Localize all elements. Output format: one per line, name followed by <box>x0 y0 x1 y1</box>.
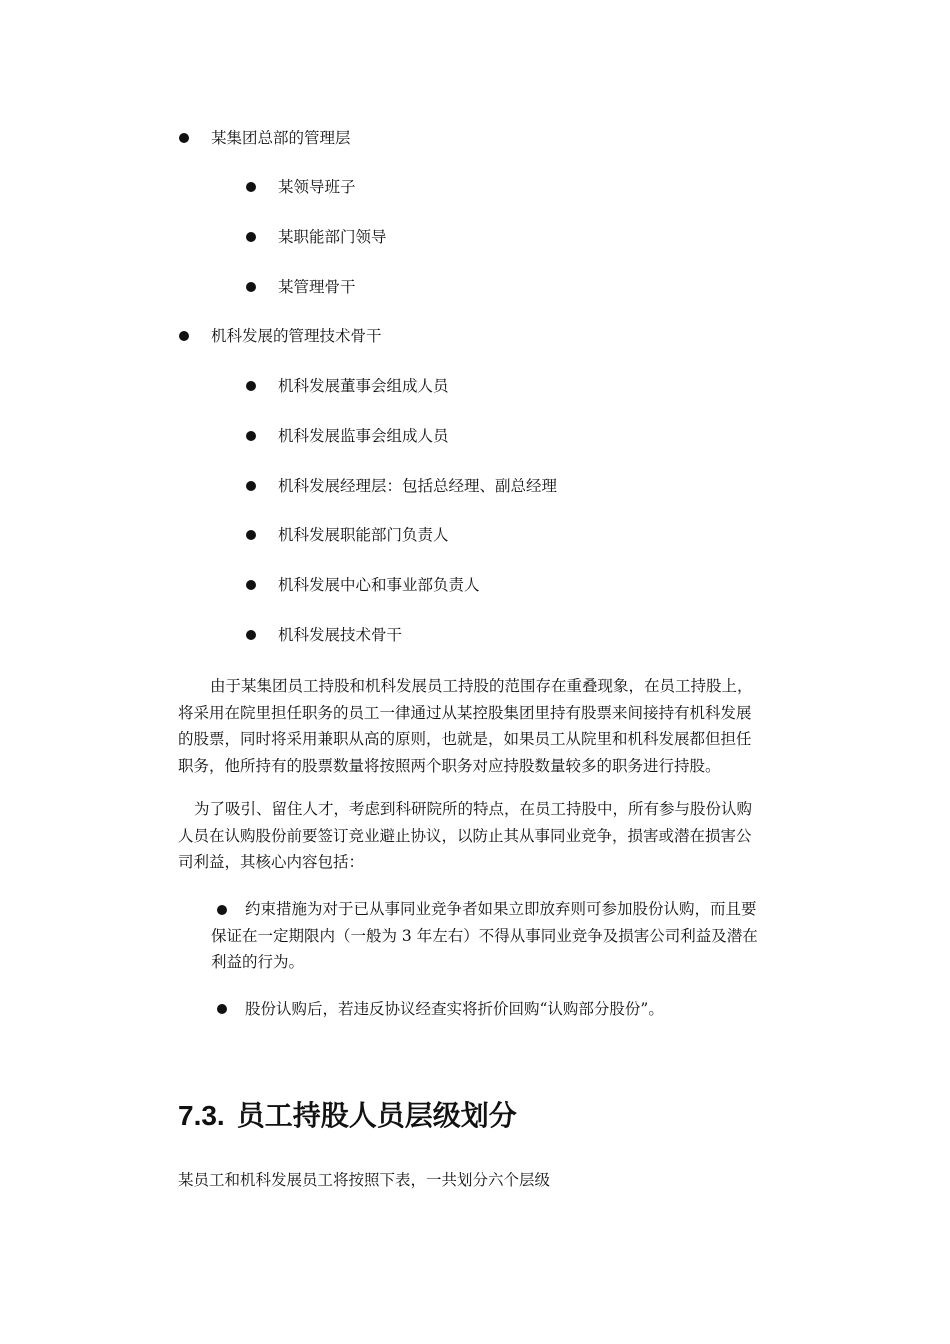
list-item-level2: 机科发展职能部门负责人 <box>278 526 449 544</box>
paragraph-line: 由于某集团员工持股和机科发展员工持股的范围存在重叠现象，在员工持股上， <box>210 677 753 695</box>
paragraph-line: 的股票，同时将采用兼职从高的原则，也就是，如果员工从院里和机科发展都但担任 <box>178 730 752 748</box>
list-item-level2: 机科发展中心和事业部负责人 <box>278 576 480 594</box>
list-item-level2: 机科发展经理层：包括总经理、副总经理 <box>278 477 558 495</box>
bullet-icon <box>217 1004 227 1014</box>
list-item-level1: 机科发展的管理技术骨干 <box>211 327 382 345</box>
bullet-icon <box>179 133 189 143</box>
paragraph-line: 司利益，其核心内容包括： <box>178 853 365 871</box>
bullet-icon <box>246 232 256 242</box>
paragraph-noncompete <box>178 796 810 876</box>
paragraph-line: 利益的行为。 <box>211 953 305 971</box>
section-heading <box>178 1096 517 1136</box>
bullet-icon <box>246 381 256 391</box>
bullet-icon <box>246 630 256 640</box>
bullet-icon <box>246 580 256 590</box>
list-item-level2: 机科发展技术骨干 <box>278 626 403 644</box>
list-item-level2: 某管理骨干 <box>278 278 356 296</box>
paragraph-line: 人员在认购股份前要签订竞业避止协议，以防止其从事同业竞争，损害或潜在损害公 <box>178 826 752 845</box>
terms-item-repurchase: 股份认购后，若违反协议经查实将折价回购“认购部分股份”。 <box>245 1000 664 1018</box>
bullet-icon <box>246 282 256 292</box>
section-number: 7.3. <box>178 1100 225 1131</box>
list-item-level2: 机科发展监事会组成人员 <box>278 427 449 445</box>
bullet-icon <box>179 331 189 341</box>
list-item-level2: 某领导班子 <box>278 178 356 196</box>
bullet-icon <box>246 481 256 491</box>
paragraph-line: 职务，他所持有的股票数量将按照两个职务对应持股数量较多的职务进行持股。 <box>178 756 721 775</box>
section-intro: 某员工和机科发展员工将按照下表，一共划分六个层级 <box>178 1171 551 1189</box>
list-item-level1: 某集团总部的管理层 <box>211 129 351 147</box>
list-item-level2: 机科发展董事会组成人员 <box>278 377 449 395</box>
bullet-icon <box>246 530 256 540</box>
bullet-icon <box>246 182 256 192</box>
bullet-icon <box>246 431 256 441</box>
paragraph-overlap <box>178 673 810 779</box>
paragraph-line: 保证在一定期限内（一般为 3 年左右）不得从事同业竞争及损害公司利益及潜在 <box>211 926 758 945</box>
section-title: 员工持股人员层级划分 <box>236 1100 517 1131</box>
paragraph-line: 约束措施为对于已从事同业竞争者如果立即放弃则可参加股份认购，而且要 <box>245 900 757 918</box>
terms-item-restriction <box>211 896 811 976</box>
paragraph-line: 为了吸引、留住人才，考虑到科研院所的特点，在员工持股中，所有参与股份认购 <box>194 800 753 818</box>
list-item-level2: 某职能部门领导 <box>278 228 387 246</box>
paragraph-line: 将采用在院里担任职务的员工一律通过从某控股集团里持有股票来间接持有机科发展 <box>178 703 752 722</box>
